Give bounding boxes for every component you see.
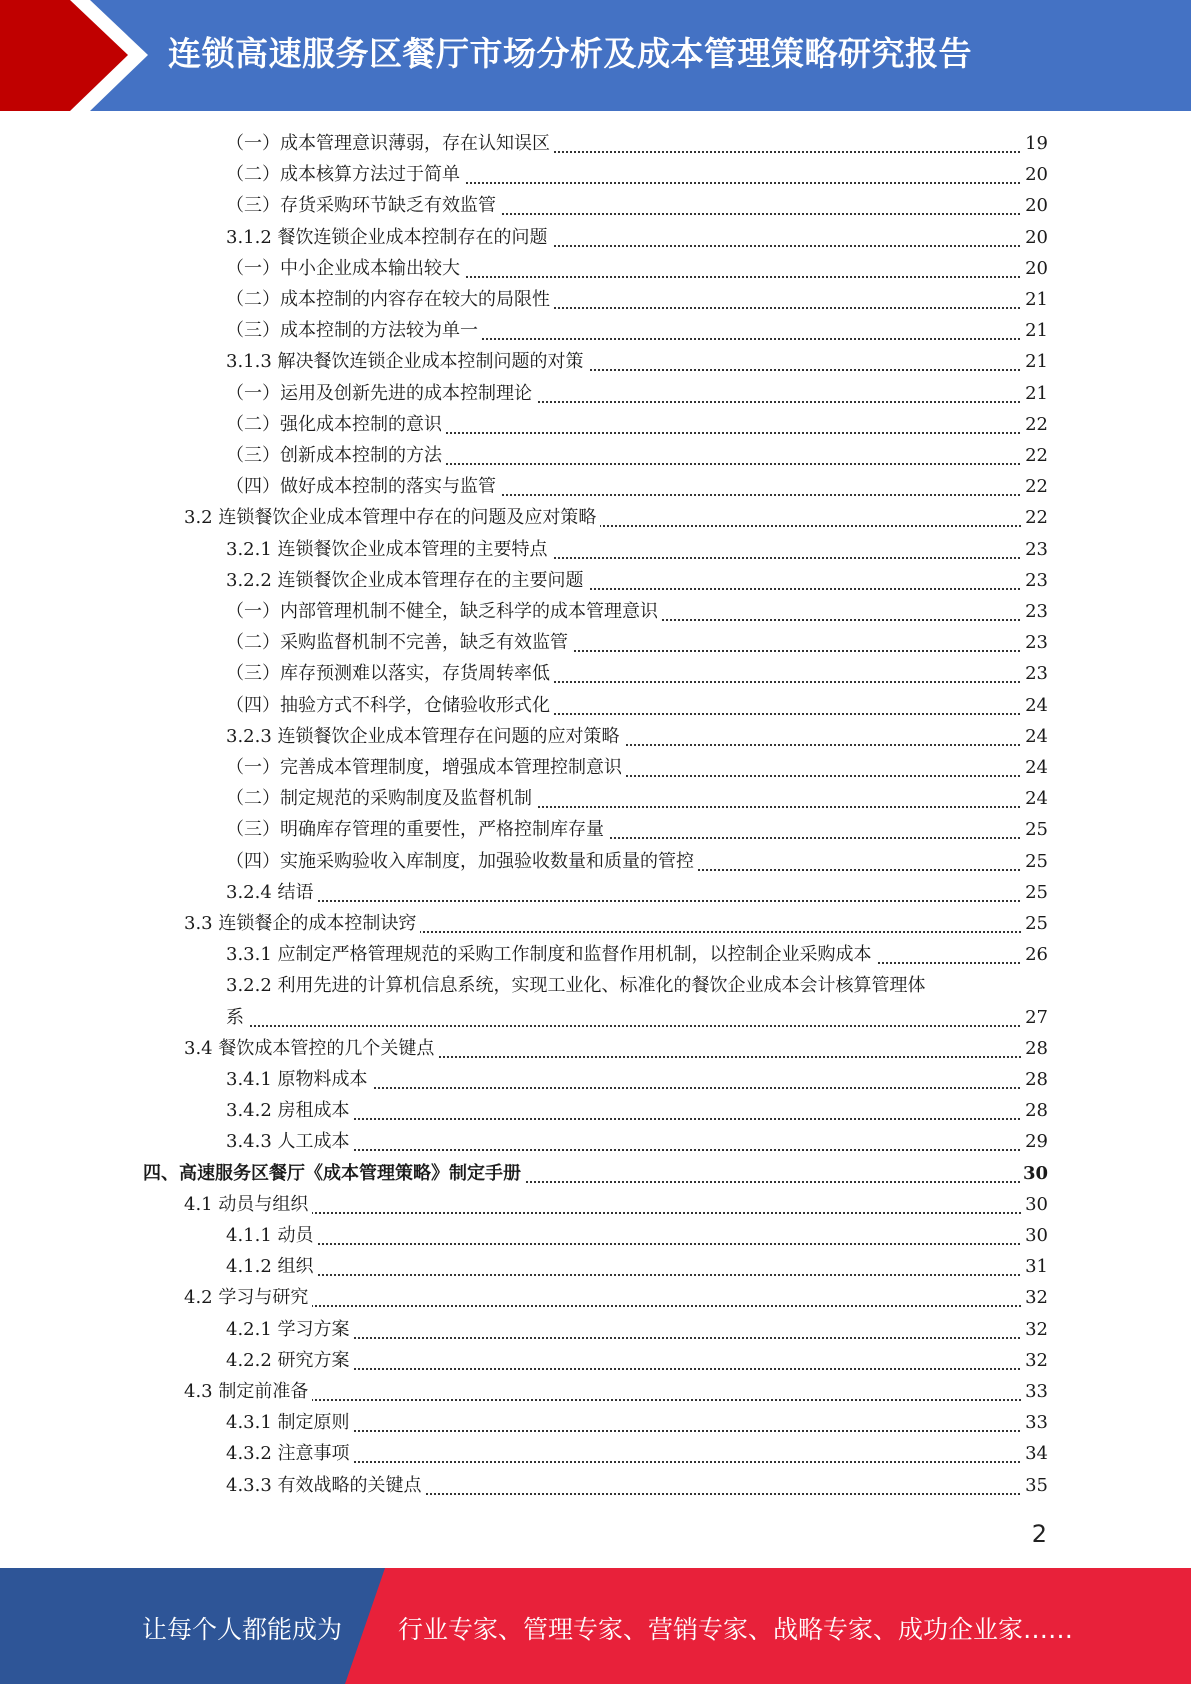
toc-entry-label: （一）中小企业成本输出较大 — [226, 253, 464, 284]
toc-entry-page: 31 — [1022, 1251, 1048, 1282]
toc-entry-page: 28 — [1022, 1033, 1048, 1064]
toc-entry-label: 4.2 学习与研究 — [184, 1282, 312, 1313]
toc-entry-label: 3.4 餐饮成本管控的几个关键点 — [184, 1033, 438, 1064]
toc-entry-label: 4.3.1 制定原则 — [226, 1407, 354, 1438]
toc-entry-page: 33 — [1022, 1407, 1048, 1438]
toc-entry-label: （二）采购监督机制不完善，缺乏有效监管 — [226, 627, 572, 658]
toc-entry-page: 24 — [1022, 783, 1048, 814]
toc-entry-label: 4.1.2 组织 — [226, 1251, 318, 1282]
toc-entry-page: 19 — [1022, 128, 1048, 159]
toc-entry-label: （一）内部管理机制不健全，缺乏科学的成本管理意识 — [226, 596, 662, 627]
toc-entry-page: 30 — [1022, 1189, 1048, 1220]
toc-entry-page: 22 — [1022, 440, 1048, 471]
toc-entry-label: 3.4.1 原物料成本 — [226, 1064, 372, 1095]
toc-entry[interactable] — [0, 1470, 1191, 1501]
toc-entry-page: 32 — [1022, 1282, 1048, 1313]
toc-entry-page: 35 — [1022, 1470, 1048, 1501]
toc-entry-label: （二）成本控制的内容存在较大的局限性 — [226, 284, 554, 315]
toc-entry-page: 24 — [1022, 752, 1048, 783]
toc-entry-label: 3.2.1 连锁餐饮企业成本管理的主要特点 — [226, 534, 552, 565]
toc-entry-label: （四）抽验方式不科学，仓储验收形式化 — [226, 690, 554, 721]
toc-entry-page: 22 — [1022, 409, 1048, 440]
toc-entry-label: 4.1 动员与组织 — [184, 1189, 312, 1220]
toc-dot-leader — [226, 1243, 1048, 1276]
toc-entry-label: 3.3.1 应制定严格管理规范的采购工作制度和监督作用机制，以控制企业采购成本 — [226, 939, 876, 970]
toc-entry-page: 33 — [1022, 1376, 1048, 1407]
toc-dot-leader — [226, 994, 1048, 1027]
toc-entry-page: 23 — [1022, 596, 1048, 627]
toc-entry-label: （二）制定规范的采购制度及监督机制 — [226, 783, 536, 814]
toc-entry-page: 20 — [1022, 190, 1048, 221]
toc-entry-page: 28 — [1022, 1064, 1048, 1095]
toc-entry-label: （一）完善成本管理制度，增强成本管理控制意识 — [226, 752, 626, 783]
toc-entry-page: 21 — [1022, 315, 1048, 346]
toc-entry-label: 4.3.2 注意事项 — [226, 1438, 354, 1469]
toc-dot-leader — [226, 1212, 1048, 1245]
toc-entry-label: （三）明确库存管理的重要性，严格控制库存量 — [226, 814, 608, 845]
toc-entry-label: （三）创新成本控制的方法 — [226, 440, 446, 471]
toc-entry-label: 4.3.3 有效战略的关键点 — [226, 1470, 426, 1501]
toc-entry-page: 25 — [1022, 846, 1048, 877]
toc-entry-page: 23 — [1022, 658, 1048, 689]
toc-entry-label: 3.3 连锁餐企的成本控制诀窍 — [184, 908, 420, 939]
toc-entry-page: 26 — [1022, 939, 1048, 970]
toc-entry-page: 20 — [1022, 222, 1048, 253]
toc-entry-label: 3.2 连锁餐饮企业成本管理中存在的问题及应对策略 — [184, 502, 600, 533]
toc-entry-page: 21 — [1022, 378, 1048, 409]
toc-entry-label: （一）成本管理意识薄弱，存在认知误区 — [226, 128, 554, 159]
toc-entry-page: 22 — [1022, 502, 1048, 533]
toc-entry-label: 3.4.3 人工成本 — [226, 1126, 354, 1157]
toc-entry-label: （一）运用及创新先进的成本控制理论 — [226, 378, 536, 409]
toc-entry-page: 34 — [1022, 1438, 1048, 1469]
toc-entry-page: 23 — [1022, 627, 1048, 658]
toc-entry-page: 32 — [1022, 1314, 1048, 1345]
toc-entry-label: （四）实施采购验收入库制度，加强验收数量和质量的管控 — [226, 846, 698, 877]
toc-entry-label: 4.1.1 动员 — [226, 1220, 318, 1251]
toc-entry-page: 21 — [1022, 346, 1048, 377]
toc-entry-page: 24 — [1022, 690, 1048, 721]
toc-entry-label: （三）成本控制的方法较为单一 — [226, 315, 482, 346]
toc-entry-page: 27 — [1022, 1002, 1048, 1033]
toc-entry-page: 28 — [1022, 1095, 1048, 1126]
toc-entry-page: 23 — [1022, 565, 1048, 596]
footer-slogan-right: 行业专家、管理专家、营销专家、战略专家、成功企业家…… — [398, 1615, 1074, 1644]
toc-entry-page: 25 — [1022, 877, 1048, 908]
toc-entry-label: 系 — [226, 1002, 248, 1033]
toc-entry-page: 20 — [1022, 159, 1048, 190]
toc-entry-page: 30 — [1020, 1158, 1048, 1189]
toc-entry-page: 29 — [1022, 1126, 1048, 1157]
toc-entry-label: 四、高速服务区餐厅《成本管理策略》制定手册 — [143, 1158, 525, 1189]
toc-entry-label: 3.2.4 结语 — [226, 877, 318, 908]
toc-dot-leader — [184, 1274, 1048, 1307]
toc-dot-leader — [226, 869, 1048, 902]
document-title: 连锁高速服务区餐厅市场分析及成本管理策略研究报告 — [168, 34, 972, 73]
footer-slogan-left: 让每个人都能成为 — [142, 1615, 343, 1644]
toc-entry-label: 3.1.2 餐饮连锁企业成本控制存在的问题 — [226, 222, 552, 253]
toc-entry-label: 3.2.2 连锁餐饮企业成本管理存在的主要问题 — [226, 565, 588, 596]
toc-entry-label: 4.2.2 研究方案 — [226, 1345, 354, 1376]
page-header — [0, 0, 1191, 111]
toc-entry-page: 25 — [1022, 814, 1048, 845]
toc-entry-label: （三）存货采购环节缺乏有效监管 — [226, 190, 500, 221]
toc-entry[interactable] — [0, 939, 1191, 970]
toc-entry-label: （四）做好成本控制的落实与监管 — [226, 471, 500, 502]
toc-entry-page: 22 — [1022, 471, 1048, 502]
toc-entry-page: 21 — [1022, 284, 1048, 315]
toc-entry-page: 30 — [1022, 1220, 1048, 1251]
page-footer — [0, 1568, 1191, 1684]
toc-entry-label: 3.1.3 解决餐饮连锁企业成本控制问题的对策 — [226, 346, 588, 377]
toc-entry-label: 4.2.1 学习方案 — [226, 1314, 354, 1345]
toc-entry-page: 25 — [1022, 908, 1048, 939]
page-number: 2 — [1031, 1520, 1047, 1548]
toc-entry-label: （二）强化成本控制的意识 — [226, 409, 446, 440]
toc-entry-page: 32 — [1022, 1345, 1048, 1376]
toc-entry-page: 20 — [1022, 253, 1048, 284]
toc-entry-label: （三）库存预测难以落实，存货周转率低 — [226, 658, 554, 689]
toc-entry-label: 3.2.3 连锁餐饮企业成本管理存在问题的应对策略 — [226, 721, 624, 752]
toc-dot-leader — [184, 1368, 1048, 1401]
toc-entry-page: 23 — [1022, 534, 1048, 565]
toc-entry-label: 4.3 制定前准备 — [184, 1376, 312, 1407]
toc-entry-page: 24 — [1022, 721, 1048, 752]
toc-entry-label: 3.4.2 房租成本 — [226, 1095, 354, 1126]
toc-dot-leader — [184, 1181, 1048, 1214]
toc-entry-label: （二）成本核算方法过于简单 — [226, 159, 464, 190]
toc-entry-label: 3.2.2 利用先进的计算机信息系统，实现工业化、标准化的餐饮企业成本会计核算管理体 — [226, 970, 930, 1001]
